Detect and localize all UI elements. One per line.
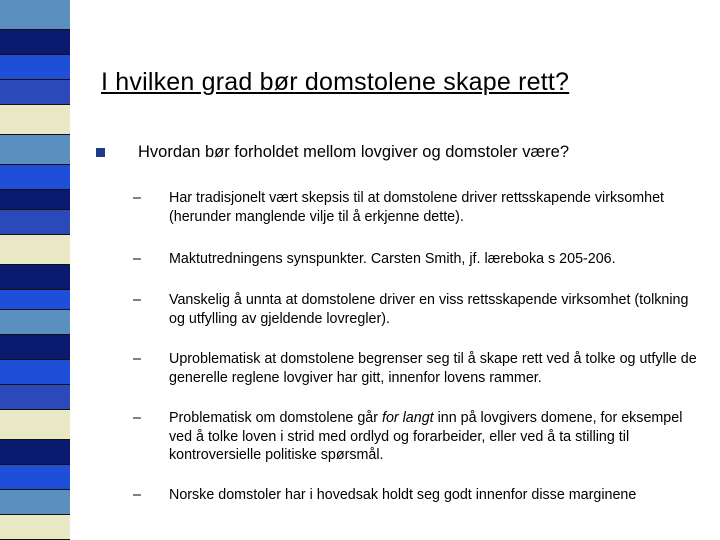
slide-title: I hvilken grad bør domstolene skape rett? <box>101 68 570 96</box>
decorative-stripe <box>0 0 70 540</box>
dash-bullet: – <box>133 487 141 503</box>
sub-point-text: Uproblematisk at domstolene begrenser seg til å skape rett ved å tolke og utfylle de generelle reglene lovgiver har gitt, innenfor lovens rammer. <box>169 351 697 386</box>
sub-point-text-start: Problematisk om domstolene går <box>169 410 382 426</box>
sub-point-text: Maktutredningens synspunkter. Carsten Smith, jf. læreboka s 205-206. <box>169 251 616 267</box>
dash-bullet: – <box>133 292 141 308</box>
sub-point <box>133 291 708 328</box>
sub-point-emphasis: for langt <box>381 410 434 426</box>
sub-point <box>133 189 708 226</box>
sub-point <box>133 350 708 387</box>
sub-point-text: Vanskelig å unnta at domstolene driver en viss rettsskapende virksomhet (tolkning og utfylling av gjeldende lovregler). <box>169 292 689 327</box>
dash-bullet: – <box>133 190 141 206</box>
sub-point-text <box>169 409 708 465</box>
sub-point-text: Har tradisjonelt vært skepsis til at domstolene driver rettsskapende virksomhet (herunder manglende vilje til å erkjenne dette). <box>169 190 665 225</box>
sub-point <box>133 486 708 505</box>
sub-point-text: Norske domstoler har i hovedsak holdt seg godt innenfor disse marginene <box>169 487 637 503</box>
dash-bullet: – <box>133 410 141 426</box>
sub-point <box>133 250 708 269</box>
sub-point-text-end: inn på lovgivers domene, for eksempel ved å tolke loven i strid med ordlyd og forarbeider, eller ved å ta stilling til kontroversielle politiske spørsmål. <box>169 410 683 463</box>
main-point: Hvordan bør forholdet mellom lovgiver og domstoler være? <box>138 143 570 161</box>
dash-bullet: – <box>133 351 141 367</box>
dash-bullet: – <box>133 251 141 267</box>
square-bullet-icon <box>96 148 105 157</box>
sub-point <box>133 409 708 465</box>
